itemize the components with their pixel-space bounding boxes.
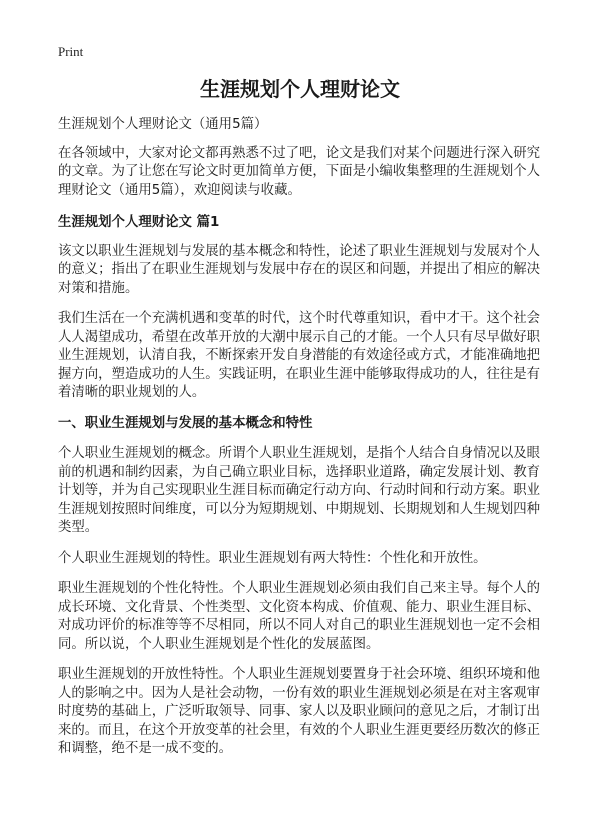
body-paragraph: 该文以职业生涯规划与发展的基本概念和特性，论述了职业生涯规划与发展对个人的意义；指出了在职业生涯规划与发展中存在的误区和问题，并提出了相应的解决对策和措施。: [58, 243, 541, 296]
article-heading: 生涯规划个人理财论文 篇1: [58, 215, 220, 230]
document-subtitle: 生涯规划个人理财论文（通用5篇）: [58, 117, 268, 132]
intro-paragraph: 在各领域中，大家对论文都再熟悉不过了吧，论文是我们对某个问题进行深入研究的文章。为了让您在写论文时更加简单方便，下面是小编收集整理的生涯规划个人理财论文（通用5篇），欢迎阅读与收藏。: [58, 145, 541, 198]
section-paragraph: 个人职业生涯规划的特性。职业生涯规划有两大特性：个性化和开放性。: [58, 550, 487, 566]
body-paragraph: 我们生活在一个充满机遇和变革的时代，这个时代尊重知识，看中才干。这个社会人人渴望成功，希望在改革开放的大潮中展示自己的才能。一个人只有尽早做好职业生涯规划，认清自我，不断探索开发自身潜能的有效途径或方式，才能准确地把握方向，塑造成功的人生。实践证明，在职业生涯中能够取得成功的人，往往是有着清晰的职业规划的人。: [58, 311, 541, 400]
section-paragraph: 个人职业生涯规划的概念。所谓个人职业生涯规划，是指个人结合自身情况以及眼前的机遇和制约因素，为自己确立职业目标，选择职业道路，确定发展计划、教育计划等，并为自己实现职业生涯目标而确定行动方向、行动时间和行动方案。职业生涯规划按照时间维度，可以分为短期规划、中期规划、长期规划和人生规划四种类型。: [58, 446, 541, 535]
print-link[interactable]: Print: [58, 44, 84, 59]
section-paragraph: 职业生涯规划的开放性特性。个人职业生涯规划要置身于社会环境、组织环境和他人的影响之中。因为人是社会动物，一份有效的职业生涯规划必须是在对主客观审时度势的基础上，广泛听取领导、同事、家人以及职业顾问的意见之后，才制订出来的。而且，在这个开放变革的社会里，有效的个人职业生涯更要经历数次的修正和调整，绝不是一成不变的。: [58, 667, 541, 756]
document-title: 生涯规划个人理财论文: [200, 77, 400, 101]
section-paragraph: 职业生涯规划的个性化特性。个人职业生涯规划必须由我们自己来主导。每个人的成长环境、文化背景、个性类型、文化资本构成、价值观、能力、职业生涯目标、对成功评价的标准等等不尽相同，所以不同人对自己的职业生涯规划也一定不会相同。所以说，个人职业生涯规划是个性化的发展蓝图。: [58, 581, 541, 652]
section-heading: 一、职业生涯规划与发展的基本概念和特性: [58, 415, 313, 431]
